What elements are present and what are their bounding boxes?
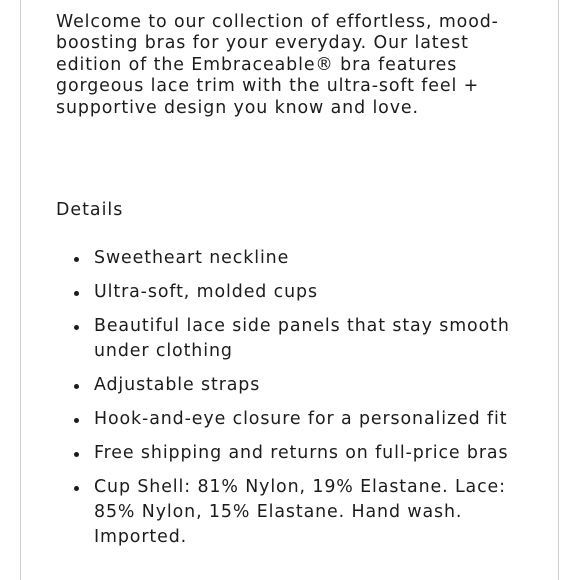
bullet-icon <box>74 257 79 262</box>
details-item-straps <box>56 373 526 398</box>
bullet-icon <box>74 291 79 296</box>
description-content <box>56 12 526 559</box>
panel-right-border <box>558 0 559 580</box>
bullet-icon <box>74 486 79 491</box>
details-item-shipping <box>56 441 526 466</box>
details-item-closure <box>56 407 526 432</box>
details-list <box>56 246 526 550</box>
details-item-text: Cup Shell: 81% Nylon, 19% Elastane. Lace: 85% Nylon, 15% Elastane. Hand wash. Imported. <box>94 477 506 548</box>
intro-paragraph: Welcome to our collection of effortless, mood-boosting bras for your everyday. Our latest edition of the Embraceable® bra features gorgeous lace trim with the ultra-soft feel + supportive design you know and love. <box>56 12 499 118</box>
details-item-text: Beautiful lace side panels that stay smooth under clothing <box>94 316 510 362</box>
details-item-text: Adjustable straps <box>94 375 261 396</box>
details-item-text: Sweetheart neckline <box>94 248 290 269</box>
bullet-icon <box>74 452 79 457</box>
details-item-text: Free shipping and returns on full-price bras <box>94 443 509 464</box>
bullet-icon <box>74 325 79 330</box>
details-item-cups <box>56 280 526 305</box>
details-item-lace-panels <box>56 314 526 364</box>
details-item-text: Hook-and-eye closure for a personalized fit <box>94 409 508 430</box>
details-item-materials <box>56 475 526 550</box>
bullet-icon <box>74 384 79 389</box>
panel-left-border <box>20 0 21 580</box>
bullet-icon <box>74 418 79 423</box>
details-item-neckline <box>56 246 526 271</box>
details-heading: Details <box>56 200 124 221</box>
details-item-text: Ultra-soft, molded cups <box>94 282 318 303</box>
